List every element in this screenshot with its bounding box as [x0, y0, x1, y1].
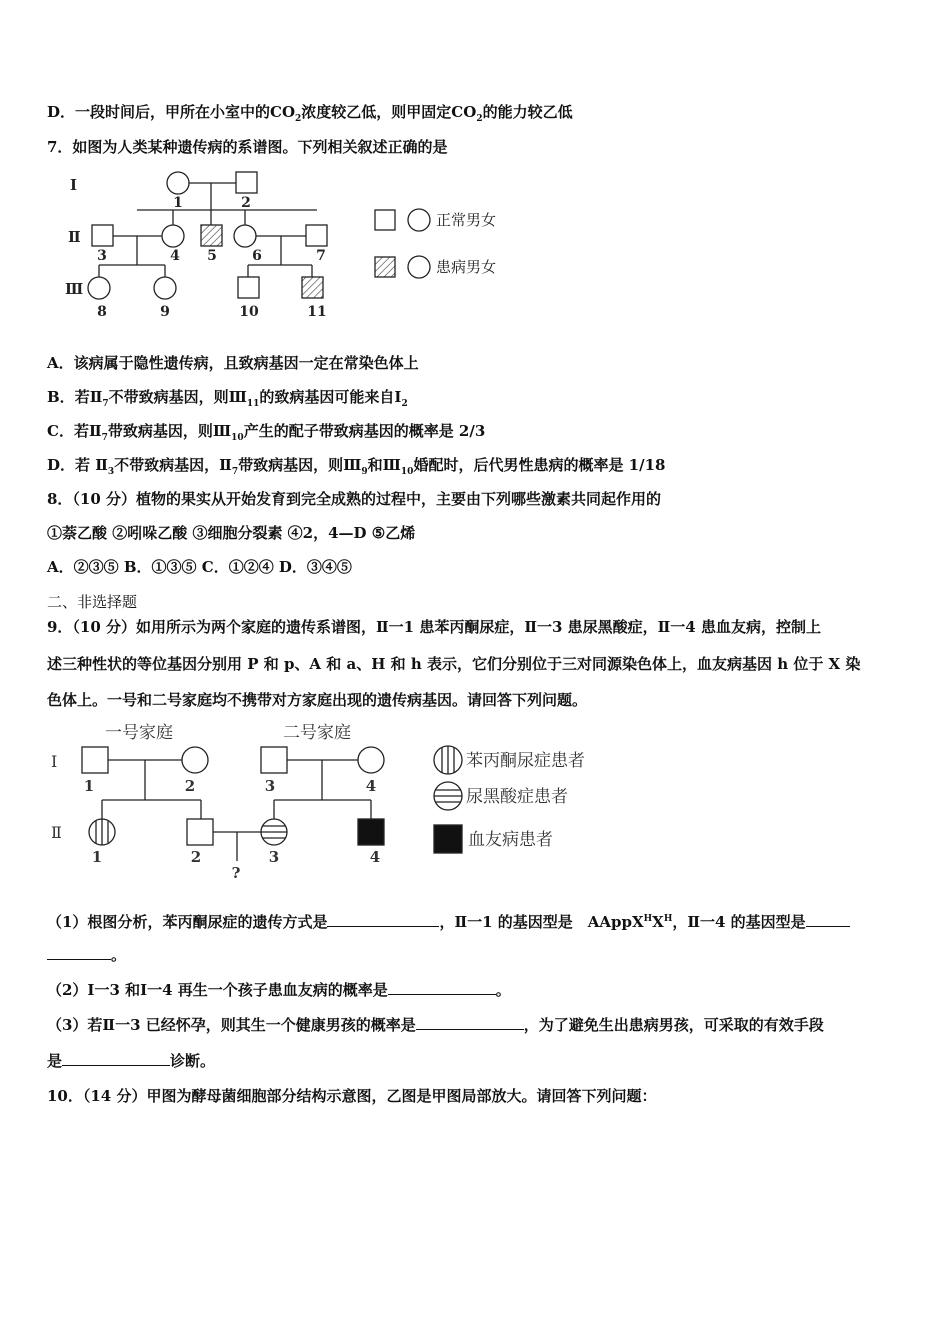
legend-alkaptonuria-label: 尿黑酸症患者	[466, 787, 568, 807]
family1-female-i2	[182, 747, 208, 773]
q9-stem-line3: 色体上。一号和二号家庭均不携带对方家庭出现的遗传病基因。请回答下列问题。	[47, 691, 588, 709]
q7-pedigree-figure	[55, 160, 535, 325]
pedigree-male-ii7	[306, 225, 327, 246]
individual-number: 7	[316, 248, 326, 264]
q7-stem: 7．如图为人类某种遗传病的系谱图。下列相关叙述正确的是	[47, 138, 448, 156]
unknown-child-mark: ?	[231, 864, 241, 882]
legend-affected-female-icon	[408, 256, 430, 278]
q6-option-d: D．一段时间后，甲所在小室中的$CO_2$浓度较乙低，则甲固定$CO_2$的能力较乙低	[47, 103, 573, 124]
answer-blank[interactable]	[62, 1051, 170, 1066]
family2-female-i4	[358, 747, 384, 773]
family2-hemophilia-male-ii4	[358, 819, 384, 845]
individual-number: 3	[97, 248, 107, 264]
legend-normal-female-icon	[408, 209, 430, 231]
pedigree-female-i1	[167, 172, 189, 194]
individual-number: 9	[160, 304, 170, 320]
q9-subquestion-3: （3）若Ⅱ一3 已经怀孕，则其生一个健康男孩的概率是 ，为了避免生出患病男孩，可采取的有效手段	[47, 1016, 824, 1034]
legend-hemophilia-icon	[434, 825, 462, 853]
family2-label: 二号家庭	[283, 723, 351, 743]
pedigree-female-iii8	[88, 277, 110, 299]
section-heading: 二、非选择题	[47, 593, 138, 611]
pedigree-male-ii3	[92, 225, 113, 246]
pedigree-female-ii6	[234, 225, 256, 247]
answer-blank[interactable]	[416, 1015, 524, 1030]
pedigree-affected-male-iii11	[302, 277, 323, 298]
q7-option-d: D．若 $Ⅱ_3$不带致病基因，$Ⅱ_7$带致病基因，则$Ⅲ_9$和$Ⅲ_{10}$婚配时，后代男性患病的概率是 1/18	[47, 456, 666, 477]
q9-subquestion-1-cont: 。	[47, 945, 126, 965]
individual-number: 2	[241, 195, 251, 211]
answer-blank[interactable]	[806, 912, 850, 927]
gen-label: Ⅰ	[51, 752, 58, 771]
q8-options: A．②③⑤ B．①③⑤ C．①②④ D．③④⑤	[47, 558, 352, 576]
q8-stem: 8．（10 分）植物的果实从开始发育到完全成熟的过程中，主要由下列哪些激素共同起作用的	[47, 490, 662, 508]
q9-subquestion-1: （1）根图分析，苯丙酮尿症的遗传方式是 ，Ⅱ一1 的基因型是 $AAppX^HX^H$，Ⅱ一4 的基因型是	[47, 909, 850, 932]
individual-number: 4	[170, 248, 180, 264]
individual-number: 1	[173, 195, 183, 211]
individual-number: 2	[190, 848, 202, 866]
q9-subquestion-3-cont: 是 诊断。	[47, 1052, 216, 1070]
q10-stem: 10．（14 分）甲图为酵母菌细胞部分结构示意图，乙图是甲图局部放大。请回答下列问题：	[47, 1087, 657, 1105]
legend-affected-male-icon	[375, 257, 395, 277]
q7-option-a: A．该病属于隐性遗传病，且致病基因一定在常染色体上	[47, 354, 419, 372]
individual-number: 1	[91, 848, 103, 866]
q9-stem-line2: 述三种性状的等位基因分别用 P 和 p、A 和 a、H 和 h 表示，它们分别位于三对同源染色体上，血友病基因 h 位于 X 染	[47, 655, 861, 673]
answer-blank[interactable]	[388, 980, 496, 995]
answer-blank[interactable]	[47, 945, 111, 960]
legend-normal-male-icon	[375, 210, 395, 230]
individual-number: 6	[252, 248, 262, 264]
pedigree-female-iii9	[154, 277, 176, 299]
pedigree-affected-male-ii5	[201, 225, 222, 246]
individual-number: 1	[83, 777, 95, 795]
gen-label: Ⅰ	[70, 176, 78, 194]
individual-number: 3	[268, 848, 280, 866]
family1-male-i1	[82, 747, 108, 773]
individual-number: 2	[184, 777, 196, 795]
q7-option-c: C．若$Ⅱ_7$带致病基因，则$Ⅲ_{10}$产生的配子带致病基因的概率是 2/3	[47, 422, 486, 443]
gen-label: Ⅱ	[68, 228, 81, 246]
individual-number: 4	[365, 777, 377, 795]
legend-affected-label: 患病男女	[436, 258, 497, 276]
pedigree-female-ii4	[162, 225, 184, 247]
family1-label: 一号家庭	[105, 723, 173, 743]
legend-hemophilia-label: 血友病患者	[468, 830, 553, 850]
q8-items: ①萘乙酸 ②吲哚乙酸 ③细胞分裂素 ④2，4—D ⑤乙烯	[47, 524, 416, 542]
legend-normal-label: 正常男女	[436, 211, 497, 229]
gen-label: Ⅲ	[65, 280, 84, 298]
gen-label: Ⅱ	[51, 823, 62, 842]
q9-pedigree-figure	[45, 716, 605, 886]
answer-blank[interactable]	[327, 912, 439, 927]
q9-stem-line1: 9．（10 分）如用所示为两个家庭的遗传系谱图，Ⅱ一1 患苯丙酮尿症，Ⅱ一3 患尿黑酸症，Ⅱ一4 患血友病，控制上	[47, 618, 821, 636]
individual-number: 3	[264, 777, 276, 795]
q7-option-b: B．若$Ⅱ_7$不带致病基因，则$Ⅲ_{11}$的致病基因可能来自$Ⅰ_2$	[47, 388, 408, 409]
family2-male-i3	[261, 747, 287, 773]
individual-number: 11	[307, 304, 327, 320]
q9-subquestion-2: （2）Ⅰ一3 和Ⅰ一4 再生一个孩子患血友病的概率是 。	[47, 981, 511, 999]
individual-number: 5	[207, 248, 217, 264]
family1-male-ii2	[187, 819, 213, 845]
individual-number: 4	[369, 848, 381, 866]
pedigree-male-i2	[236, 172, 257, 193]
pedigree-male-iii10	[238, 277, 259, 298]
individual-number: 10	[239, 304, 259, 320]
legend-pku-label: 苯丙酮尿症患者	[466, 751, 585, 771]
individual-number: 8	[97, 304, 107, 320]
